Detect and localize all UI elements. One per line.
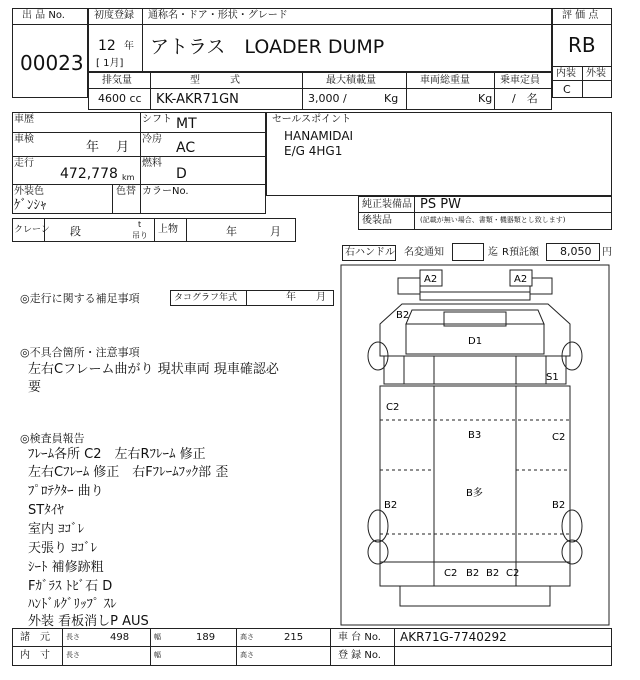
fuel-value: D [176,166,187,182]
inspector-title: ◎検査員報告 [20,432,85,445]
dims-label: 諸 元 [20,632,50,643]
height-value: 215 [284,632,304,643]
interior-grade-value: C [563,83,571,96]
defect-line2: 要 [28,380,42,395]
damage-label-a2-left: A2 [424,274,438,285]
tacho-label: タコグラフ年式 [174,293,238,303]
vehicle-damage-diagram [340,264,610,626]
grade-label: 評 価 点 [562,10,599,21]
capacity-label: 最大積載量 [326,75,376,86]
name-change-box [452,243,484,261]
seats-label: 乗車定員 [500,75,540,86]
reg-month: [ 1月] [96,58,124,69]
color-label: 外装色 [14,186,44,197]
color-value: ｹﾞﾝｼｬ [14,198,47,213]
gross-weight-unit: Kg [478,92,493,105]
fuel-label: 燃料 [142,158,162,169]
report-line: Fｶﾞﾗｽ ﾄﾋﾞ石 D [28,579,113,594]
report-line: ﾌﾚｰﾑ各所 C2 左右Rﾌﾚｰﾑ 修正 [28,447,206,462]
grade-value: RB [568,33,596,57]
shift-value: MT [176,116,197,132]
footer-box [12,628,612,666]
name-change-label: 名変通知 [404,247,444,258]
damage-label-s1: S1 [546,372,559,383]
after-market-label: 後装品 [362,215,392,226]
report-line: ｼｰﾄ 補修跡粗 [28,560,104,575]
lot-label: 出 品 No. [22,10,65,21]
inspection-value: 年 月 [86,140,130,155]
report-line: ﾌﾟﾛﾃｸﾀｰ 曲り [28,484,104,499]
inner-dims-label: 内 寸 [20,650,50,661]
registration-label: 登 録 No. [338,650,381,661]
shift-label: シフト [142,114,172,125]
report-line: 室内 ﾖｺﾞﾚ [28,522,85,537]
report-line: 左右Cﾌﾚｰﾑ 修正 右Fﾌﾚｰﾑﾌｯｸ部 歪 [28,465,229,480]
damage-label-b-multi: B多 [466,488,483,499]
defect-line1: 左右Cフレーム曲がり 現状車両 現車確認必 [28,362,279,377]
height-label: 高さ [240,633,254,641]
chassis-value: AKR71G-7740292 [400,630,507,644]
tacho-value: 年 月 [286,292,326,303]
gross-weight-label: 車両総重量 [420,75,470,86]
mileage-label: 走行 [14,158,34,169]
exterior-grade-label: 外装 [586,68,606,79]
inspection-label: 車検 [14,134,34,145]
handle-label: 右ハンドル [345,247,395,258]
crane-ton: t [138,220,142,229]
after-market-note: (記載が無い場合、書類・機器類とし致します) [420,216,566,224]
reg-year-unit: 年 [124,41,134,52]
damage-label-bottom-c2-left: C2 [444,568,458,579]
ac-value: AC [176,140,196,156]
model-name: アトラス LOADER DUMP [150,36,385,58]
inner-height-label: 高さ [240,651,254,659]
r-deposit-value: 8,050 [560,245,592,258]
mileage-unit: km [122,173,135,182]
toll-label: 迄 [488,247,498,258]
damage-label-c2-left: C2 [386,402,400,413]
report-line: 天張り ﾖｺﾞﾚ [28,541,98,556]
crane-stage: 段 [70,225,81,238]
crane-label: クレーン [14,225,50,235]
vehicle-info-box [12,112,266,214]
sales-point-label: セールスポイント [272,114,352,125]
damage-label-bottom-c2-right: C2 [506,568,520,579]
damage-label-b2-left: B2 [384,500,398,511]
report-line: 外装 看板消しP AUS [28,614,149,629]
capacity-value: 3,000 / [308,92,347,105]
equipment-value: PS PW [420,197,461,212]
model-code-value: KK-AKR71GN [156,92,239,107]
damage-label-c2-right: C2 [552,432,566,443]
name-label: 通称名・ドア・形状・グレード [148,10,288,21]
displacement-label: 排気量 [102,75,132,86]
damage-label-b2-right: B2 [552,500,566,511]
damage-label-b3: B3 [468,430,482,441]
sales-point-line2: E/G 4HG1 [284,144,343,158]
equipment-label: 純正装備品 [362,199,412,210]
mileage-value: 472,778 [60,166,118,182]
upper-label: 上物 [158,224,178,235]
damage-label-bottom-b2-right: B2 [486,568,500,579]
r-deposit-label: R預託額 [502,247,539,258]
inner-width-label: 幅 [154,651,161,659]
report-line: STﾀｲﾔ [28,503,64,518]
seats-value: / 名 [512,92,538,105]
reg-year: 12 [98,38,116,54]
color-no-label: カラーNo. [142,186,189,197]
model-code-label: 型 式 [190,75,240,86]
inner-length-label: 長さ [66,651,80,659]
interior-grade-label: 内装 [556,68,576,79]
damage-label-d1: D1 [468,336,483,347]
damage-label-bottom-b2-left: B2 [466,568,480,579]
sales-point-line1: HANAMIDAI [284,129,354,143]
width-label: 幅 [154,633,161,641]
length-label: 長さ [66,633,80,641]
supplement-title: ◎走行に関する補足事項 [20,292,140,305]
damage-label-b2-top: B2 [396,310,410,321]
chassis-label: 車 台 No. [338,632,381,643]
ac-label: 冷房 [142,134,162,145]
history-label: 車歴 [14,114,34,125]
crane-hang: 吊り [132,231,148,240]
capacity-unit: Kg [384,92,399,105]
damage-label-a2-right: A2 [514,274,528,285]
displacement-value: 4600 cc [98,92,142,105]
first-reg-label: 初度登録 [94,10,134,21]
upper-date: 年 月 [226,225,281,238]
color-change-label: 色替 [116,186,136,197]
lot-number: 00023 [20,51,84,75]
defect-title: ◎不具合箇所・注意事項 [20,346,140,359]
length-value: 498 [110,632,130,643]
report-line: ﾊﾝﾄﾞﾙｸﾞﾘｯﾌﾟ ｽﾚ [28,597,117,612]
r-deposit-unit: 円 [602,247,612,258]
width-value: 189 [196,632,216,643]
